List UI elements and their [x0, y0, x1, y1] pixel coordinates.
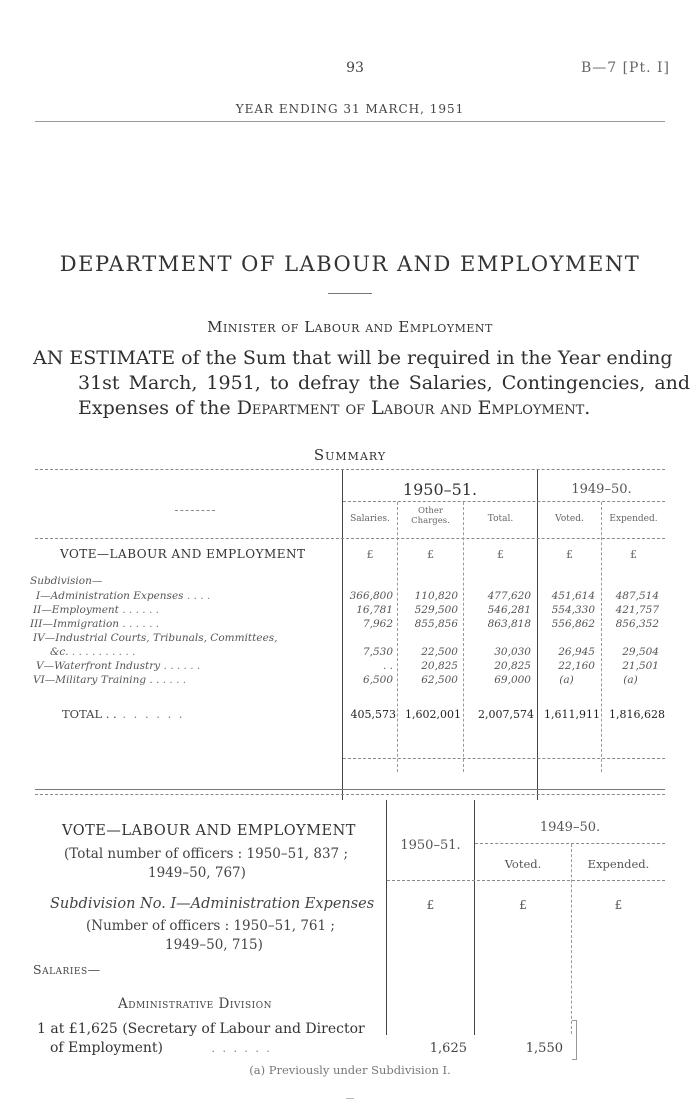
summary-row-other: 529,500 — [414, 604, 458, 616]
summary-row-voted: 451,614 — [551, 590, 595, 602]
summary-row-other: 62,500 — [421, 674, 458, 686]
summary-row-expended: (a) — [623, 674, 638, 686]
summary-vdash-3 — [601, 502, 602, 772]
detail-vdash — [571, 844, 572, 1034]
summary-row-other: 22,500 — [421, 646, 458, 658]
detail-item-dots: . . . . . . — [211, 1042, 272, 1055]
summary-row-salaries: . . — [382, 660, 393, 672]
estimate-line-1: AN ESTIMATE of the Sum that will be required in the Year ending — [33, 347, 673, 369]
detail-item-line-2 — [50, 1040, 272, 1056]
summary-col-total: Total. — [487, 514, 514, 524]
detail-item-current: 1,625 — [429, 1041, 467, 1056]
summary-vdash-2 — [463, 502, 464, 772]
summary-currency-salaries: £ — [366, 548, 374, 561]
summary-bottom-rule-2 — [35, 794, 665, 795]
detail-currency-current: £ — [426, 898, 435, 912]
page-reference: B—7 [Pt. I] — [580, 60, 670, 76]
summary-currency-expended: £ — [630, 548, 637, 561]
summary-total-rule — [343, 758, 665, 759]
summary-row-expended: 21,501 — [622, 660, 659, 672]
detail-bracket — [572, 1020, 577, 1060]
year-ending-heading: YEAR ENDING 31 MARCH, 1951 — [235, 102, 465, 116]
summary-row-label: &c. . . . . . . . . . . — [50, 646, 136, 658]
detail-item-line-2-text: of Employment) — [50, 1040, 163, 1056]
summary-row-salaries: 366,800 — [349, 590, 393, 602]
detail-item-line-1: 1 at £1,625 (Secretary of Labour and Director — [37, 1021, 365, 1037]
summary-title: Summary — [313, 446, 387, 464]
summary-col-voted: Voted. — [555, 514, 584, 524]
summary-total-salaries: 405,573 — [350, 708, 396, 721]
summary-row-expended: 29,504 — [622, 646, 659, 658]
detail-currency-voted: £ — [519, 898, 527, 912]
detail-currency-expended: £ — [614, 898, 623, 912]
summary-subdivision-label: Subdivision— — [30, 575, 103, 587]
summary-row-total: 863,818 — [487, 618, 531, 630]
summary-col-other-line-1: Other — [418, 506, 443, 516]
detail-item-voted: 1,550 — [525, 1041, 563, 1056]
detail-vline-1 — [386, 800, 387, 1035]
summary-row-voted: 556,862 — [551, 618, 595, 630]
summary-period-rule — [343, 501, 665, 502]
summary-row-voted: 554,330 — [551, 604, 595, 616]
summary-row-label: V—Waterfront Industry . . . . . . — [36, 660, 201, 672]
detail-vline-2 — [474, 800, 475, 1035]
summary-row-expended: 421,757 — [615, 604, 659, 616]
summary-total-other: 1,602,001 — [405, 708, 461, 721]
detail-subdivision-title: Subdivision No. I—Administration Expenses — [50, 896, 375, 912]
summary-colhead-rule — [35, 538, 665, 539]
summary-row-label: III—Immigration . . . . . . — [30, 618, 160, 630]
summary-row-total: 30,030 — [494, 646, 531, 658]
summary-total-voted: 1,611,911 — [544, 708, 600, 721]
summary-row-total: 477,620 — [487, 590, 531, 602]
detail-colhead-rule — [387, 880, 665, 881]
summary-col-expended: Expended. — [609, 514, 658, 524]
footnote: (a) Previously under Subdivision I. — [249, 1063, 451, 1077]
summary-total-label: TOTAL . . . . . . . . — [62, 707, 185, 721]
detail-period-previous: 1949–50. — [539, 820, 601, 835]
minister-heading: Minister of Labour and Employment — [207, 318, 493, 336]
summary-row-other: 110,820 — [414, 590, 458, 602]
summary-row-label: VI—Military Training . . . . . . — [33, 674, 187, 686]
detail-officers-line-2: 1949–50, 767) — [148, 865, 246, 881]
summary-col-other-line-2: Charges. — [411, 516, 450, 526]
estimate-line-3-prefix: Expenses of the — [78, 397, 231, 419]
detail-salaries-label: Salaries— — [33, 962, 101, 977]
detail-period-current: 1950–51. — [400, 838, 461, 853]
summary-row-label: II—Employment . . . . . . — [33, 604, 159, 616]
estimate-line-3-department: Department of Labour and Employment. — [236, 397, 591, 419]
summary-row-other: 855,856 — [414, 618, 458, 630]
detail-period-rule — [475, 843, 665, 844]
summary-total-total: 2,007,574 — [478, 708, 534, 721]
summary-row-salaries: 6,500 — [362, 674, 393, 686]
summary-currency-other: £ — [427, 548, 434, 561]
header-rule — [35, 121, 665, 122]
summary-currency-total: £ — [497, 548, 504, 561]
summary-row-total: 546,281 — [487, 604, 531, 616]
summary-vdash-1 — [397, 502, 398, 772]
summary-row-total: 20,825 — [494, 660, 531, 672]
summary-top-rule — [35, 469, 665, 470]
summary-col-salaries: Salaries. — [350, 514, 390, 524]
summary-row-voted: 26,945 — [558, 646, 595, 658]
estimate-line-2: 31st March, 1951, to defray the Salaries, Contingencies, and — [78, 372, 691, 394]
summary-row-salaries: 7,530 — [362, 646, 393, 658]
summary-period-previous: 1949–50. — [571, 482, 632, 497]
summary-row-label: IV—Industrial Courts, Tribunals, Committees, — [33, 632, 278, 644]
summary-row-label: I—Administration Expenses . . . . — [36, 590, 211, 602]
summary-row-total: 69,000 — [494, 674, 531, 686]
summary-row-expended: 856,352 — [615, 618, 659, 630]
summary-row-other: 20,825 — [421, 660, 458, 672]
title-rule — [328, 293, 372, 294]
detail-col-expended: Expended. — [587, 857, 650, 871]
summary-total-expended: 1,816,628 — [609, 708, 665, 721]
summary-period-current: 1950–51. — [402, 480, 478, 499]
summary-row-expended: 487,514 — [615, 590, 659, 602]
detail-officers-line-1: (Total number of officers : 1950–51, 837 ; — [64, 846, 348, 862]
summary-row-voted: 22,160 — [558, 660, 595, 672]
detail-sub-officers-line-2: 1949–50, 715) — [165, 937, 263, 953]
page-number: 93 — [346, 60, 364, 76]
summary-bottom-rule-1 — [35, 789, 665, 790]
detail-col-voted: Voted. — [504, 857, 542, 871]
detail-sub-officers-line-1: (Number of officers : 1950–51, 761 ; — [86, 918, 335, 934]
summary-label-stub — [175, 510, 215, 511]
detail-division-label: Administrative Division — [118, 996, 272, 1012]
summary-row-voted: (a) — [559, 674, 574, 686]
summary-row-salaries: 16,781 — [356, 604, 393, 616]
summary-vote-label: VOTE—LABOUR AND EMPLOYMENT — [60, 547, 306, 561]
footer-mark — [346, 1098, 354, 1099]
summary-currency-voted: £ — [566, 548, 573, 561]
summary-col-other — [398, 506, 463, 526]
summary-row-salaries: 7,962 — [362, 618, 393, 630]
department-title: DEPARTMENT OF LABOUR AND EMPLOYMENT — [59, 252, 641, 276]
estimate-line-3 — [78, 397, 678, 419]
detail-vote-label: VOTE—LABOUR AND EMPLOYMENT — [62, 823, 356, 839]
